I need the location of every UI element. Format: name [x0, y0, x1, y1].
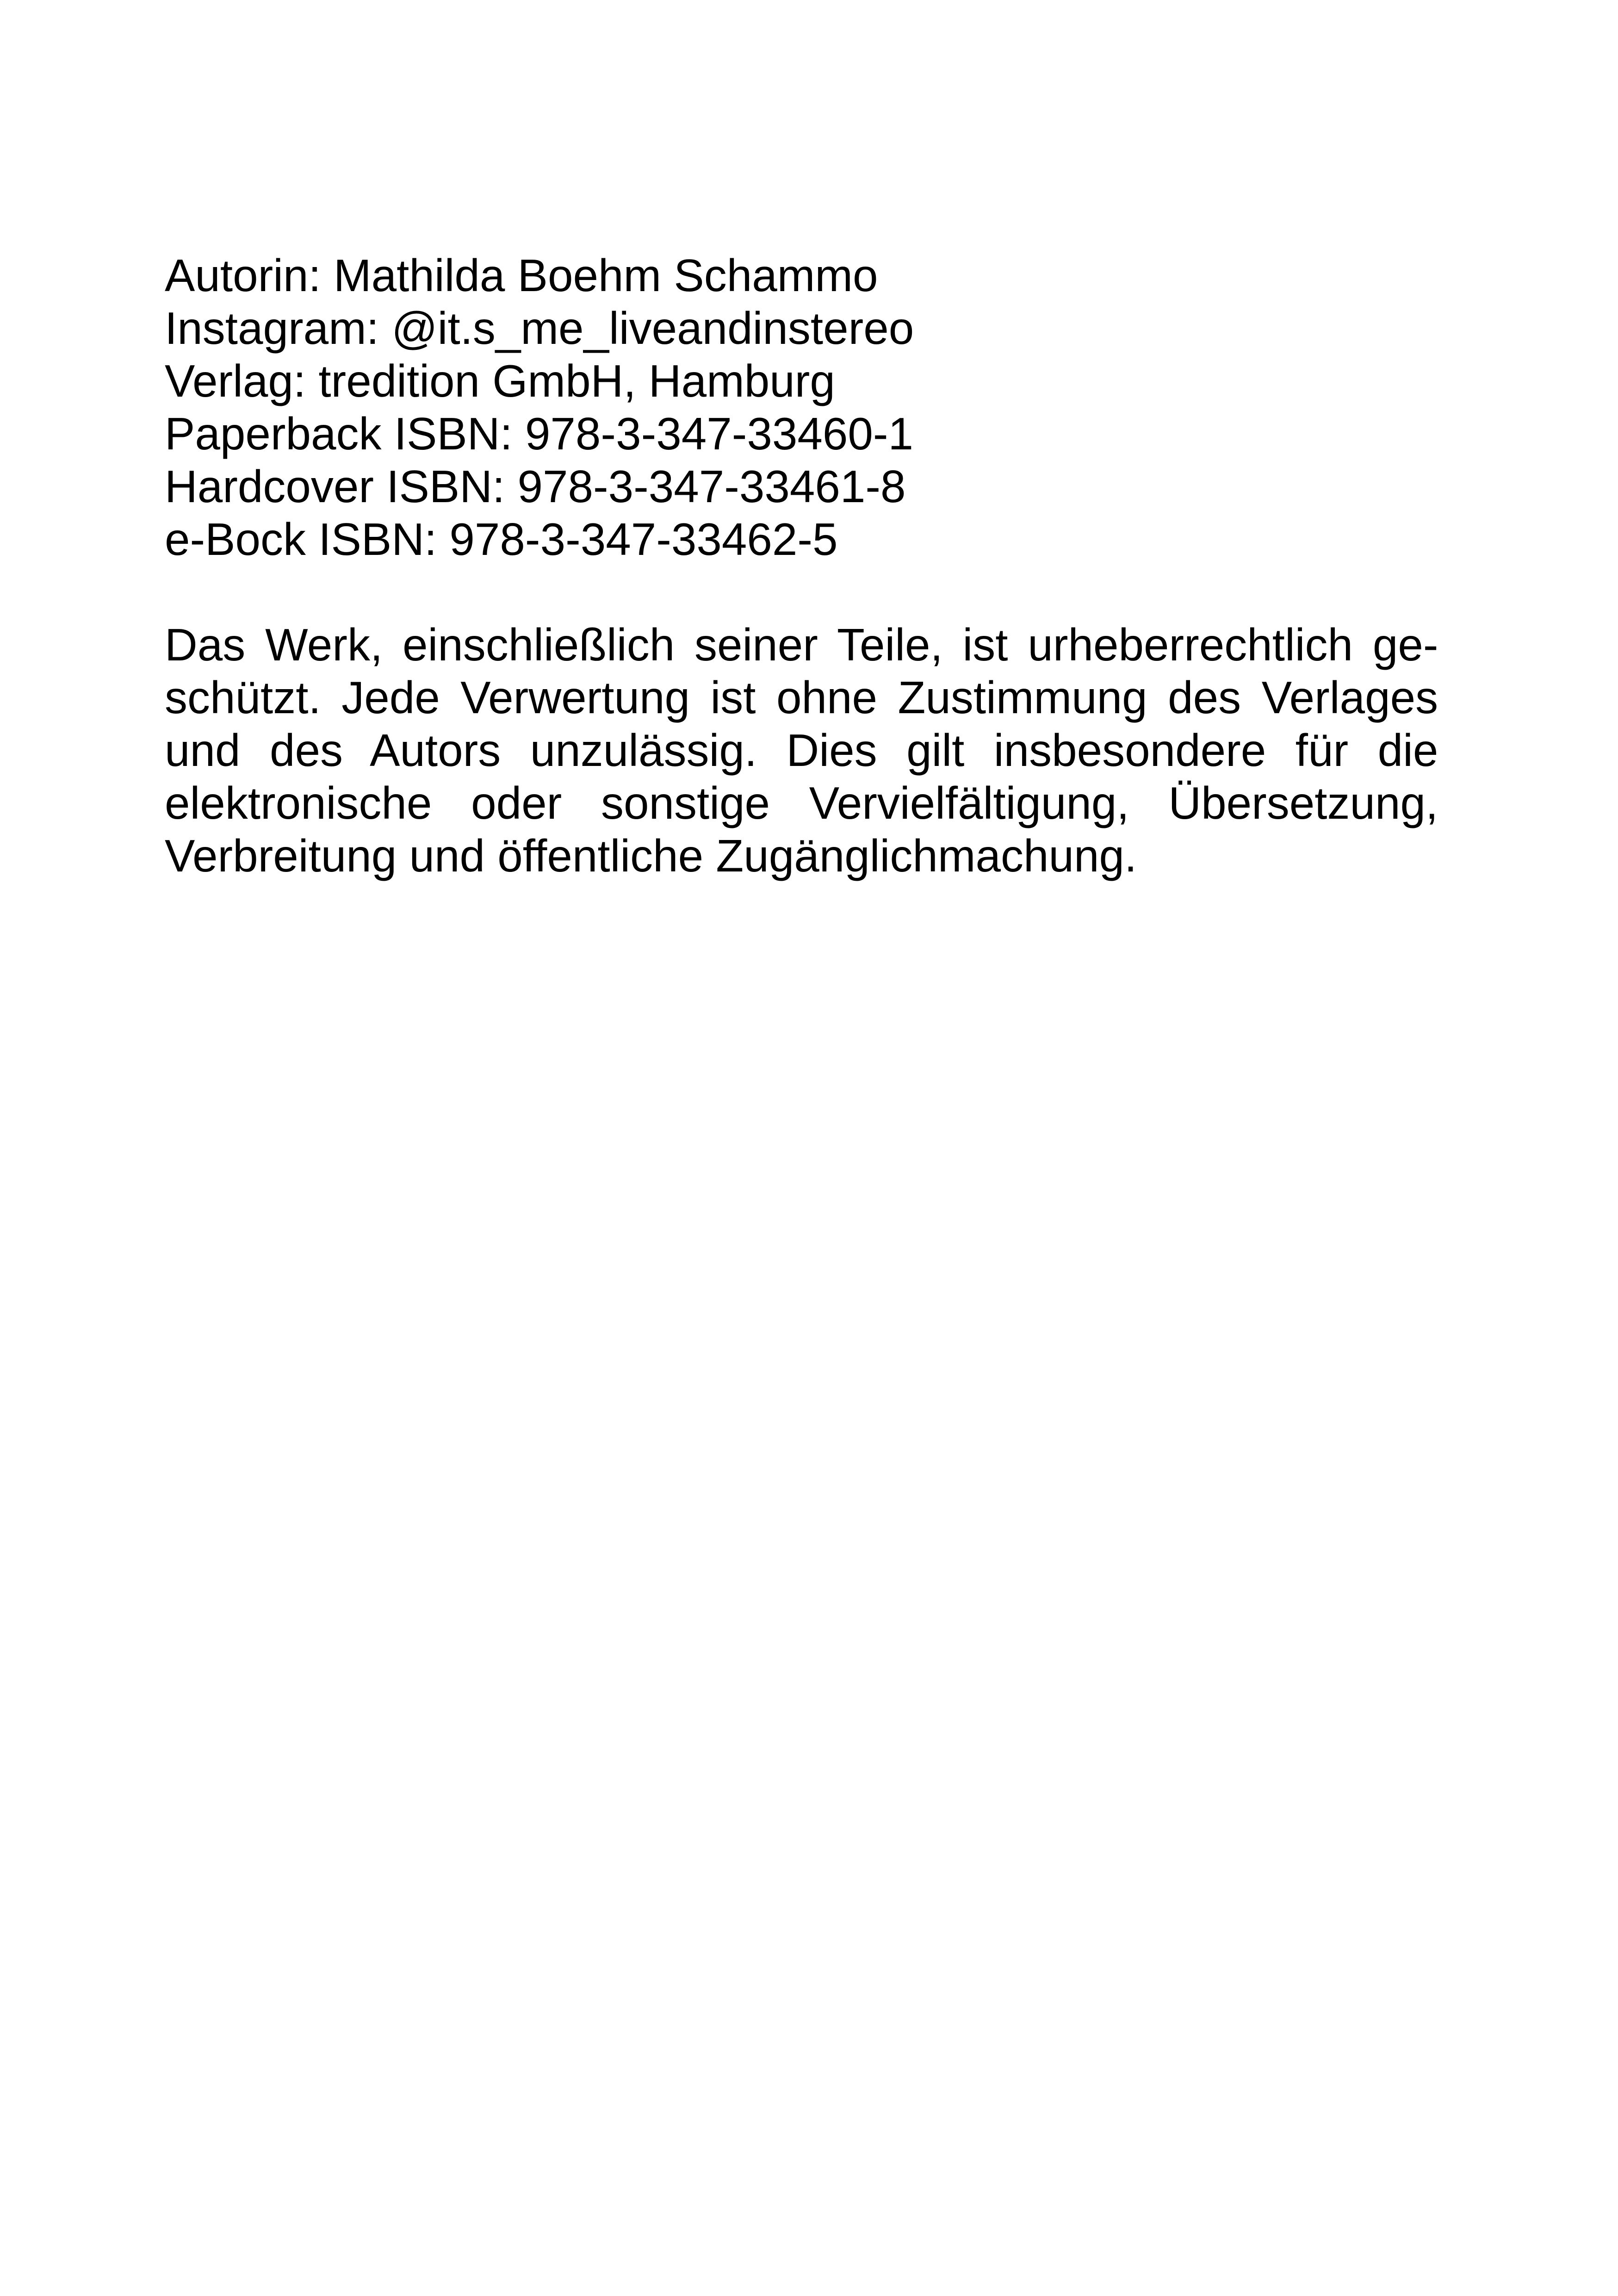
copyright-line: Verbreitung und öffentliche Zugänglichmachung.	[165, 830, 1137, 881]
imprint-info	[165, 249, 1438, 566]
author-line: Autorin: Mathilda Boehm Schammo	[165, 250, 878, 301]
copyright-notice	[165, 618, 1438, 882]
hardcover-isbn-line: Hardcover ISBN: 978-3-347-33461-8	[165, 461, 906, 512]
paperback-isbn-line: Paperback ISBN: 978-3-347-33460-1	[165, 408, 914, 459]
copyright-line: und des Autors unzulässig. Dies gilt insbesondere für die	[165, 725, 1438, 776]
copyright-line: schützt. Jede Verwertung ist ohne Zustimmung des Verlages	[165, 672, 1438, 723]
ebook-isbn-line: e-Bock ISBN: 978-3-347-33462-5	[165, 514, 838, 565]
publisher-line: Verlag: tredition GmbH, Hamburg	[165, 355, 835, 406]
instagram-line: Instagram: @it.s_me_liveandinstereo	[165, 303, 914, 354]
copyright-line: elektronische oder sonstige Vervielfältigung, Übersetzung,	[165, 778, 1438, 828]
copyright-line: Das Werk, einschließlich seiner Teile, ist urheberrechtlich ge-	[165, 619, 1438, 670]
imprint-text-block	[165, 249, 1438, 882]
